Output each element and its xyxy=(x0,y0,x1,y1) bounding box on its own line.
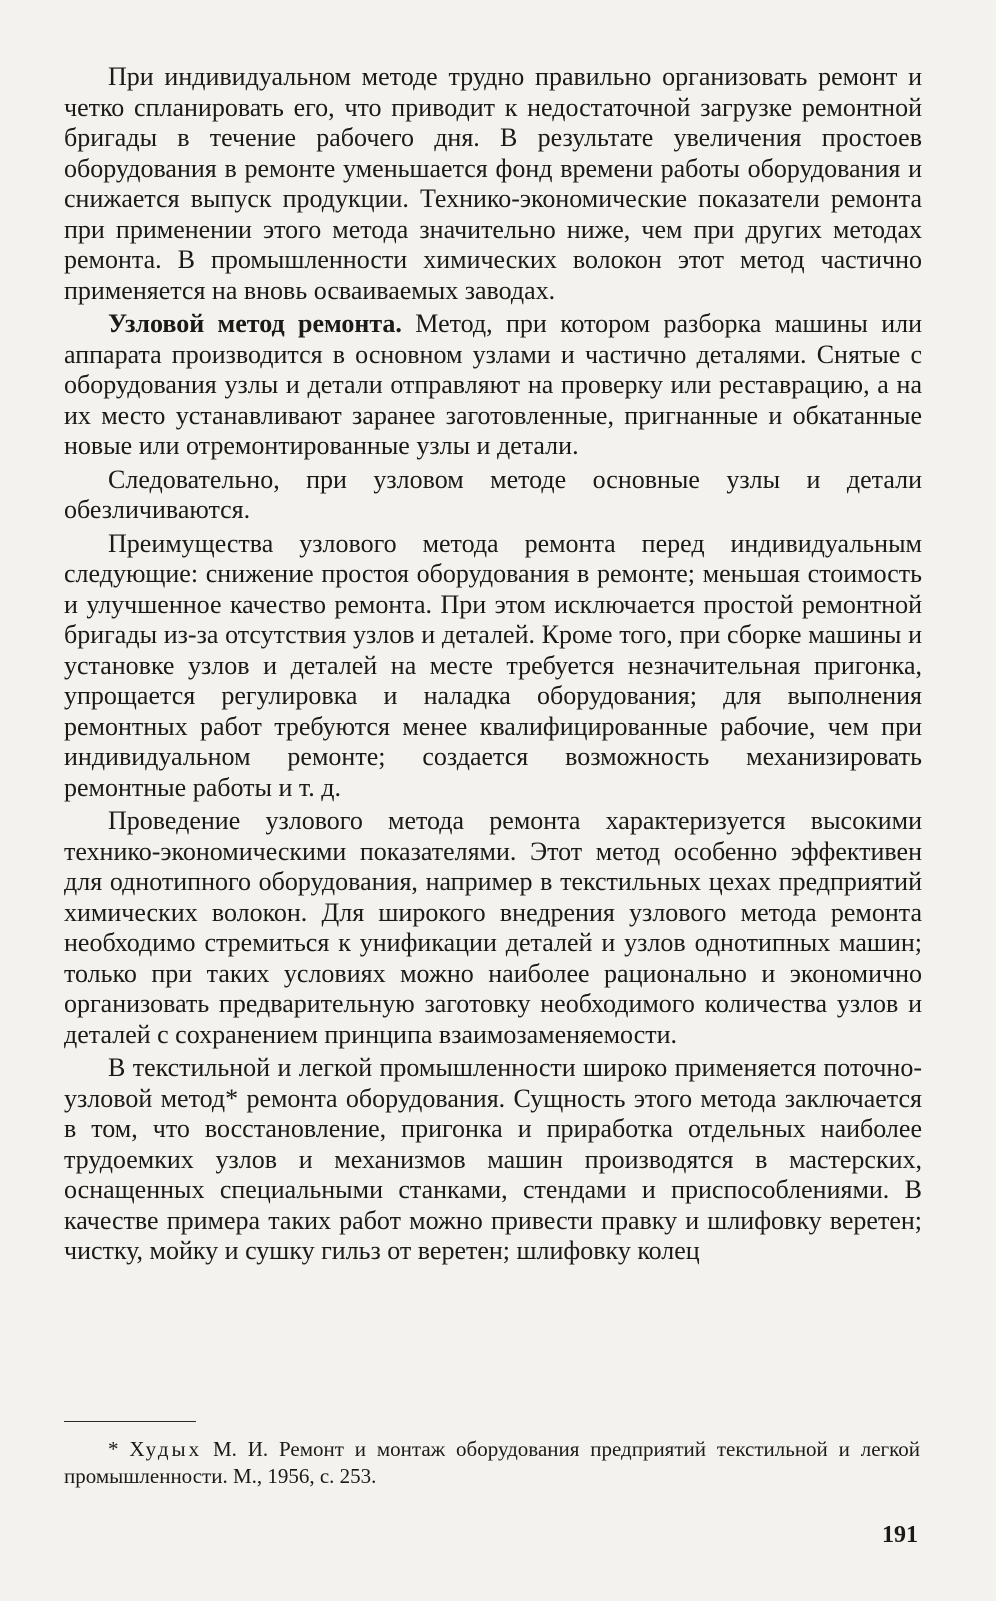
paragraph-2 xyxy=(64,309,922,462)
paragraph-6 xyxy=(64,1053,922,1267)
paragraph-4-text: Преимущества узлового метода ремонта перед индивидуальным следующие: снижение простоя оборудования в ремонте; меньшая стоимость и улучшенное качество ремонта. При этом исключается простой ремонтной бригады из-за отсутствия узлов и деталей. Кроме того, при сборке машины и установке узлов и деталей на месте требуется незначительная пригонка, упрощается регулировка и наладка оборудования; для выполнения ремонтных работ требуются менее квалифицированные рабочие, чем при индивидуальном ремонте; создается возможность механизировать ремонтные работы и т. д. xyxy=(64,528,922,802)
paragraph-3 xyxy=(64,465,922,526)
paragraph-3-text: Следовательно, при узловом методе основные узлы и детали обезличиваются. xyxy=(64,464,922,524)
paragraph-2-text: Метод, при котором разборка машины или аппарата производится в основном узлами и частично деталями. Снятые с оборудования узлы и детали отправляют на проверку или реставрацию, а на их место устанавливают заранее заготовленные, пригнанные и обкатанные новые или отремонтированные узлы и детали. xyxy=(64,309,922,460)
footnote-divider xyxy=(64,1421,196,1422)
footnote-author: Худых xyxy=(129,1437,203,1461)
paragraph-4 xyxy=(64,529,922,804)
paragraph-5 xyxy=(64,806,922,1050)
page-number: 191 xyxy=(882,1522,918,1548)
footnote xyxy=(64,1436,920,1490)
paragraph-6-text: В текстильной и легкой промышленности широко применяется поточно-узловой метод* ремонта оборудования. Сущность этого метода заключается в том, что восстановление, пригонка и приработка отдельных наиболее трудоемких узлов и механизмов машин производятся в мастерских, оснащенных специальными станками, стендами и приспособлениями. В качестве примера таких работ можно привести правку и шлифовку веретен; чистку, мойку и сушку гильз от веретен; шлифовку колец xyxy=(64,1053,922,1265)
page-body xyxy=(64,62,922,1270)
footnote-marker: * xyxy=(108,1437,130,1461)
paragraph-1 xyxy=(64,62,922,306)
paragraph-2-heading: Узловой метод ремонта. xyxy=(108,309,402,338)
footnote-text: М. И. Ремонт и монтаж оборудования предприятий текстильной и легкой промышленности. М., 1956, с. 253. xyxy=(64,1437,921,1488)
paragraph-5-text: Проведение узлового метода ремонта характеризуется высокими технико-экономическими показателями. Этот метод особенно эффективен для однотипного оборудования, например в текстильных цехах предприятий химических волокон. Для широкого внедрения узлового метода ремонта необходимо стремиться к унификации деталей и узлов однотипных машин; только при таких условиях можно наиболее рационально и экономично организовать предварительную заготовку необходимого количества узлов и деталей с сохранением принципа взаимозаменяемости. xyxy=(64,806,922,1049)
paragraph-1-text: При индивидуальном методе трудно правильно организовать ремонт и четко спланировать его, что приводит к недостаточной загрузке ремонтной бригады в течение рабочего дня. В результате увеличения простоев оборудования в ремонте уменьшается фонд времени работы оборудования и снижается выпуск продукции. Технико-экономические показатели ремонта при применении этого метода значительно ниже, чем при других методах ремонта. В промышленности химических волокон этот метод частично применяется на вновь осваиваемых заводах. xyxy=(64,62,922,305)
